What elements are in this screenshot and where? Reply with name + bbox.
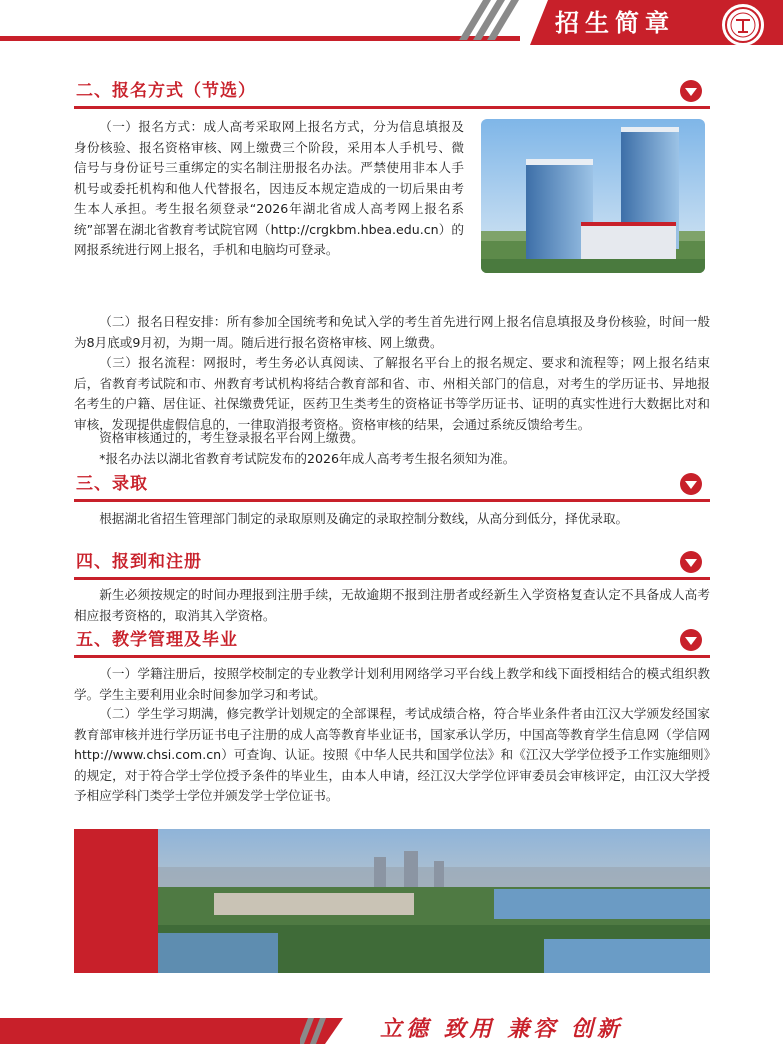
paragraph-registration-schedule: （二）报名日程安排：所有参加全国统考和免试入学的考生首先进行网上报名信息填报及身份核验，时间一般为8月底或9月初，为期一周。随后进行报名资格审核、网上缴费。: [74, 314, 710, 350]
header-stripes: [455, 0, 525, 40]
chevron-down-icon[interactable]: [680, 80, 702, 102]
section-title: 四、报到和注册: [76, 552, 202, 572]
section-title: 五、教学管理及毕业: [76, 630, 238, 650]
paragraph-payment: 资格审核通过的，考生登录报名平台网上缴费。: [99, 430, 364, 445]
chevron-down-icon[interactable]: [680, 473, 702, 495]
section-title: 三、录取: [76, 474, 148, 494]
section-header-enrollment: [74, 547, 710, 580]
section-header-registration: [74, 76, 710, 109]
paragraph-note: *报名办法以湖北省教育考试院发布的2026年成人高考考生报名须知为准。: [99, 451, 516, 466]
paragraph-enrollment: 新生必须按规定的时间办理报到注册手续，无故逾期不报到注册者或经新生入学资格复查认定不具备成人高考相应报考资格的，取消其入学资格。: [74, 587, 710, 623]
paragraph-registration-process: （三）报名流程：网报时，考生务必认真阅读、了解报名平台上的报名规定、要求和流程等；网上报名结束后，省教育考试院和市、州教育考试机构将结合教育部和省、市、州相关部门的信息，对考生的学历证书、异地报名考生的户籍、居住证、社保缴费凭证，医药卫生类考生的资格证书等学历证书、证明的真实性进行大数据比对和审核，发现提供虚假信息的，一律取消报考资格。资格审核的结果，会通过系统反馈给考生。: [74, 355, 710, 432]
paragraph-teaching: （一）学籍注册后，按照学校制定的专业教学计划利用网络学习平台线上教学和线下面授相结合的模式组织教学。学生主要利用业余时间参加学习和考试。: [74, 666, 710, 702]
paragraph-registration-method: （一）报名方式：成人高考采取网上报名方式，分为信息填报及身份核验、报名资格审核、网上缴费三个阶段，采用本人手机号、微信号与身份证号三重绑定的实名制注册报名办法。严禁使用非本人手机号或委托机构和他人代替报名，因违反本规定造成的一切后果由考生本人承担。考生报名须登录“2026年湖北省成人高考网上报名系统”部署在湖北省教育考试院官网（http://crgkbm.hbea.edu.cn）的网报系统进行网上报名，手机和电脑均可登录。: [74, 119, 464, 257]
header-rule: [0, 36, 520, 41]
campus-panorama-photo: [74, 829, 710, 973]
footer-slogan: 立德 致用 兼容 创新: [380, 1016, 623, 1042]
chevron-down-icon[interactable]: [680, 551, 702, 573]
header-title: 招生简章: [555, 9, 675, 37]
section-title: 二、报名方式（节选）: [76, 81, 256, 101]
section-header-admission: [74, 469, 710, 502]
chevron-down-icon[interactable]: [680, 629, 702, 651]
paragraph-admission: 根据湖北省招生管理部门制定的录取原则及确定的录取控制分数线，从高分到低分，择优录取。: [99, 511, 629, 526]
campus-building-photo: [481, 119, 705, 273]
section-header-teaching: [74, 625, 710, 658]
university-seal-icon: [722, 4, 764, 46]
paragraph-graduation: （二）学生学习期满，修完教学计划规定的全部课程，考试成绩合格，符合毕业条件者由江汉大学颁发经国家教育部审核并进行学历证书电子注册的成人高等教育毕业证书，国家承认学历，中国高等教育学生信息网（学信网http://www.chsi.com.cn）可查询、认证。按照《中华人民共和国学位法》和《江汉大学学位授予工作实施细则》的规定，对于符合学士学位授予条件的毕业生，由本人申请，经江汉大学学位评审委员会审核评定，由江汉大学授予相应学科门类学士学位并颁发学士学位证书。: [74, 706, 710, 803]
